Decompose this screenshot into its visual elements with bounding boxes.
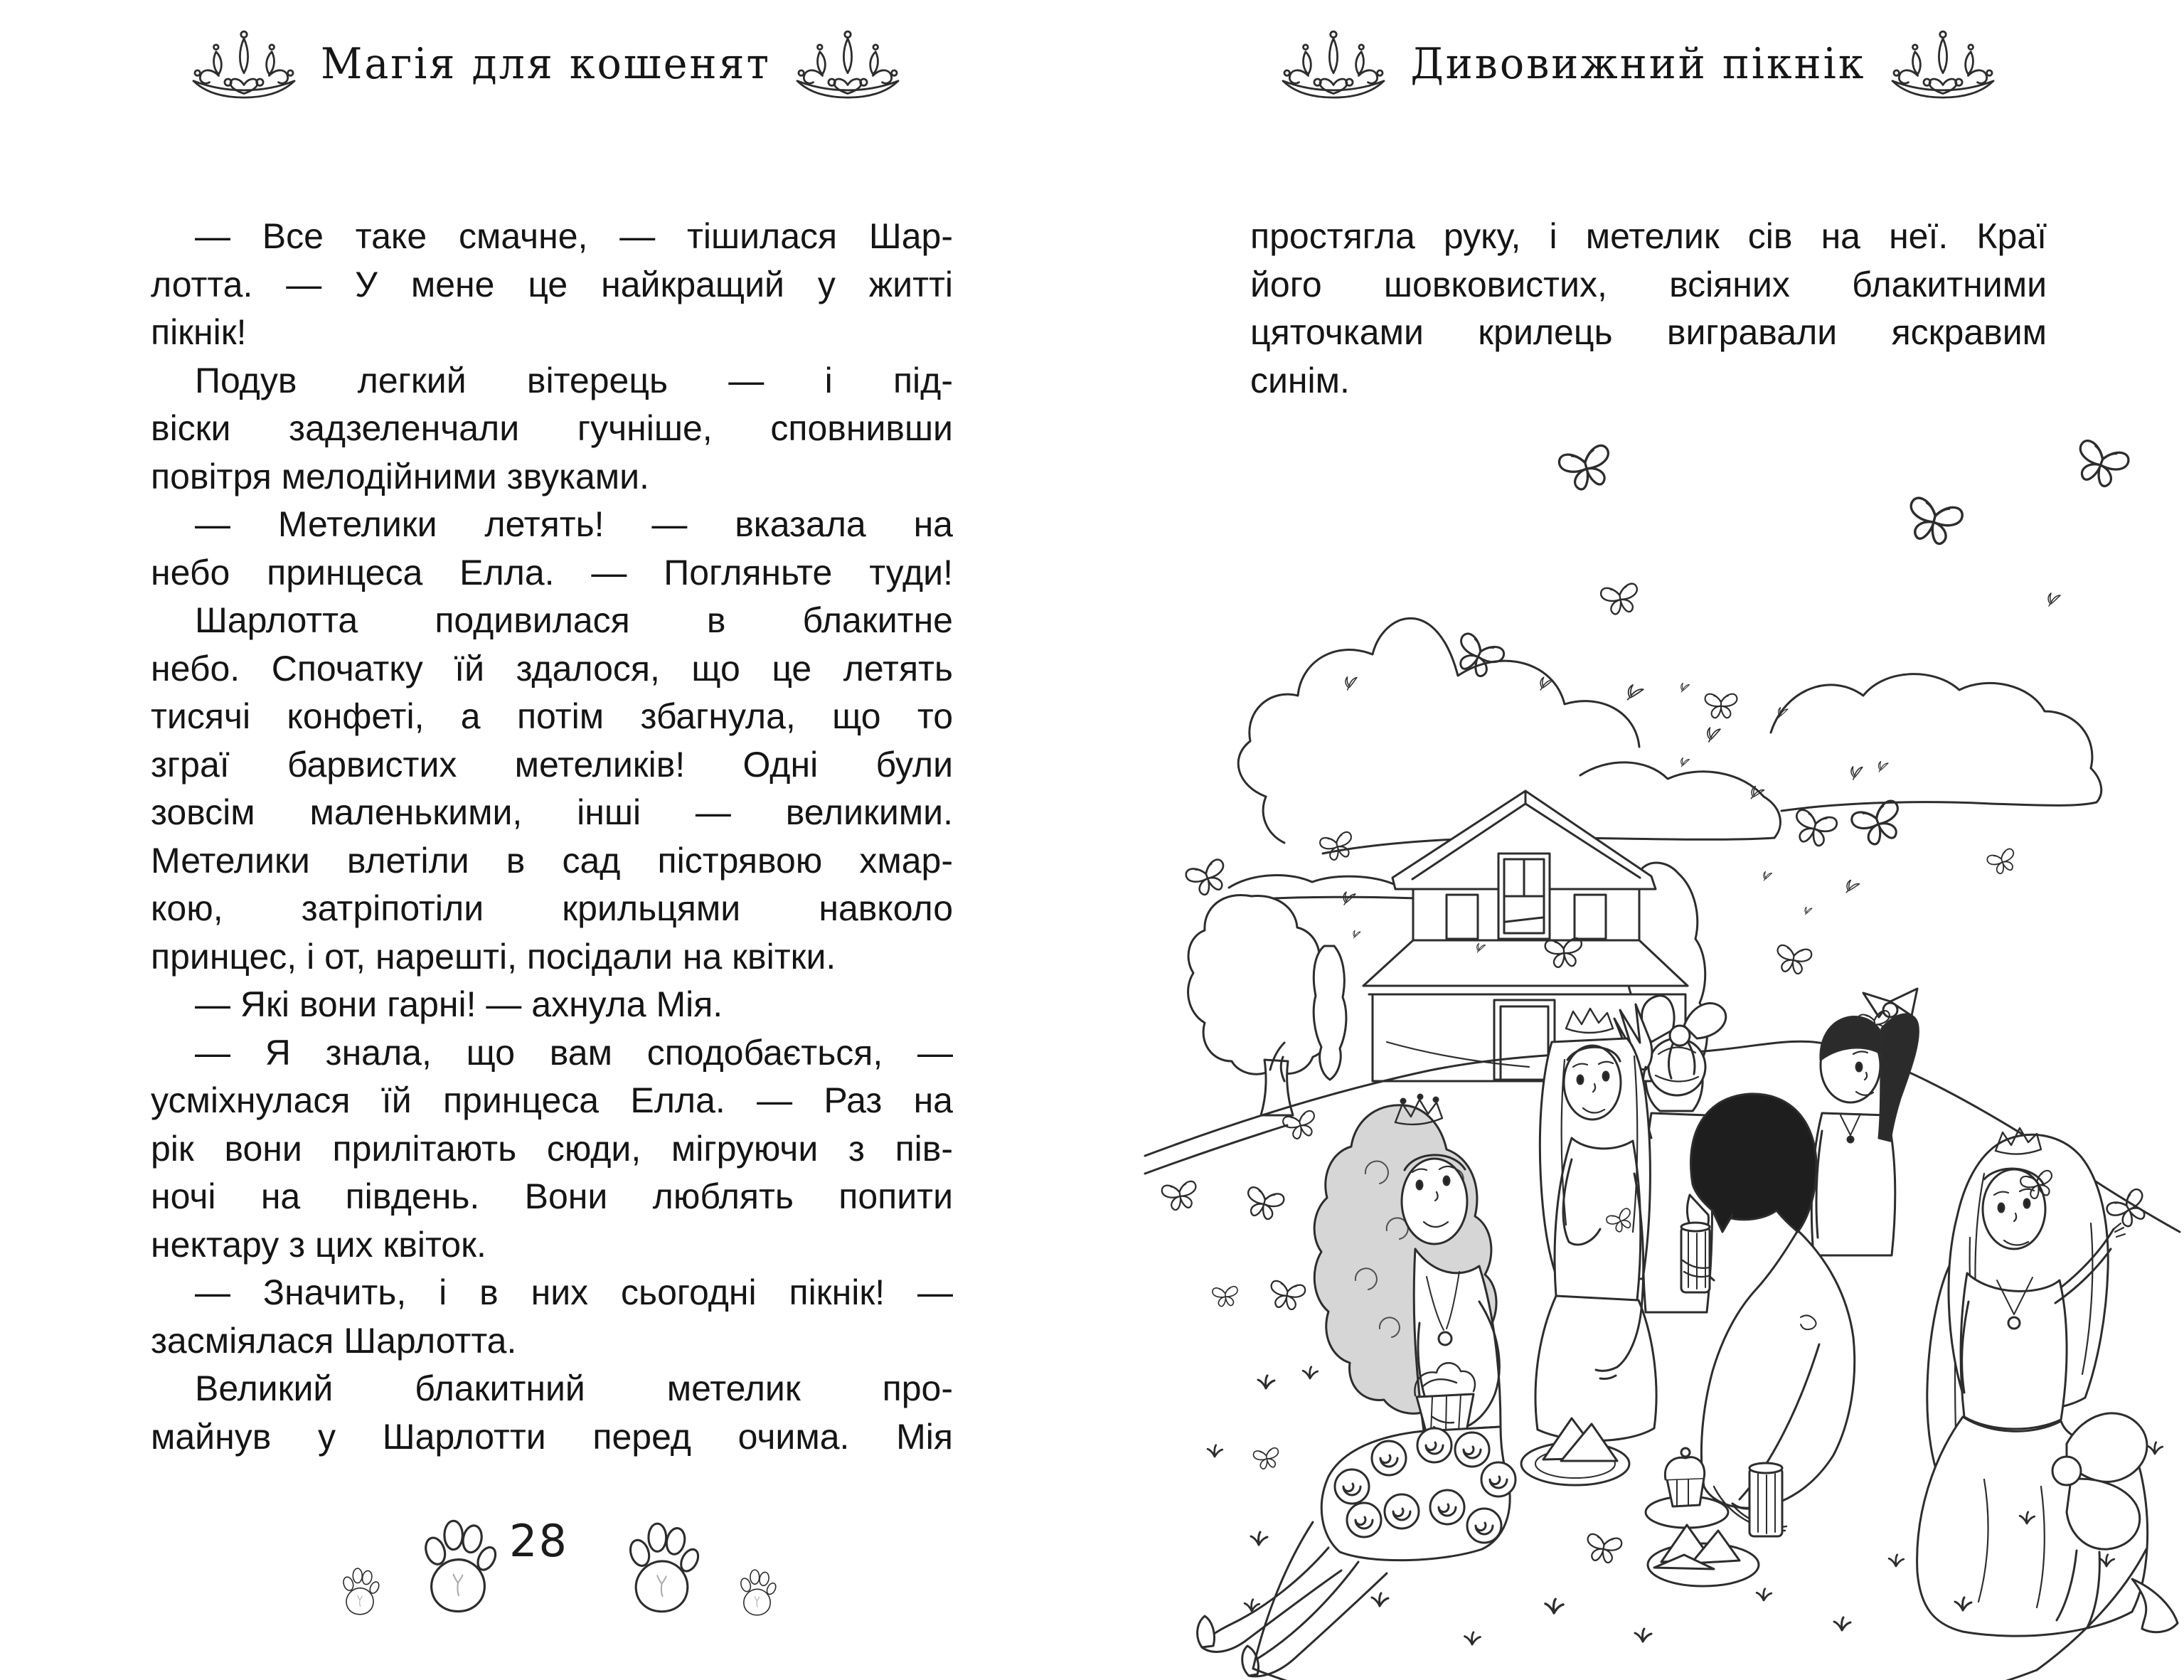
grass-tuft (1635, 1629, 1651, 1642)
text-line: синім. (1250, 360, 1350, 400)
grass-tuft (1251, 1532, 1267, 1545)
text-line: принцес, і от, нарешті, посідали на квітки. (151, 936, 836, 977)
grass-tuft (1757, 1589, 1772, 1600)
grass-tuft (1372, 1593, 1388, 1606)
butterfly-icon (1319, 831, 1356, 862)
text-line: тисячі конфеті, а потім збагнула, що то (151, 696, 953, 736)
right-text-column (1250, 213, 2047, 405)
butterfly-side-icon (1845, 880, 1860, 895)
text-line: — Значить, і в них сьогодні пікнік! — (195, 1272, 953, 1312)
left-page-title: Магія для кошенят (320, 39, 772, 89)
butterfly-icon (1557, 444, 1616, 493)
butterfly-icon (1253, 1447, 1281, 1470)
swirl-roll (1385, 1494, 1419, 1529)
left-running-head (0, 24, 1092, 104)
grass-tuft (2148, 1442, 2163, 1454)
butterfly-side-icon (1681, 683, 1690, 692)
swirl-roll (1430, 1490, 1464, 1524)
text-line: простягла руку, і метелик сів на неї. Краї (1250, 216, 2047, 256)
text-line: — Метелики летять! — вказала на (195, 504, 953, 544)
butterfly-icon (1212, 1286, 1238, 1307)
text-line: небо. Спочатку їй здалося, що це летять (151, 648, 953, 689)
butterfly-icon (2070, 439, 2130, 491)
text-line: ночі на південь. Вони люблять попити (151, 1176, 953, 1216)
butterfly-icon (1705, 694, 1737, 718)
swirl-roll (1347, 1503, 1381, 1537)
page-number: 28 (509, 1515, 568, 1567)
text-line: рік вони прилітають сюди, мігруючи з пів- (151, 1128, 953, 1169)
paw-icon-small (738, 1569, 776, 1617)
paw-icon-small (341, 1568, 379, 1617)
text-line: засміялася Шарлотта. (151, 1320, 517, 1361)
text-line: Шарлотта подивилася в блакитне (195, 600, 953, 640)
butterfly-side-icon (1850, 765, 1865, 780)
butterfly-side-icon (1805, 907, 1812, 915)
grass-tuft (1258, 1376, 1274, 1388)
grass-tuft (1208, 1445, 1222, 1457)
butterfly-side-icon (1681, 757, 1690, 767)
tiara-icon (1883, 29, 2003, 99)
left-text-column (151, 213, 953, 1461)
text-line: пікнік! (151, 312, 247, 352)
butterfly-side-icon (1353, 930, 1360, 938)
text-line: — Я знала, що вам сподобається, — (195, 1032, 953, 1073)
butterfly-icon (1903, 496, 1964, 548)
butterfly-side-icon (1878, 762, 1888, 772)
text-line: зграї барвистих метеликів! Одні були (151, 744, 953, 785)
tiara-icon (1274, 29, 1393, 99)
swirl-roll (1455, 1432, 1489, 1467)
butterfly-side-icon (1627, 684, 1644, 702)
swirl-roll (1417, 1428, 1451, 1462)
butterfly-icon (2105, 1187, 2153, 1232)
text-line: Великий блакитний метелик про- (195, 1368, 953, 1408)
butterfly-side-icon (1343, 892, 1355, 905)
text-line: лотта. — У мене це найкращий у житті (151, 264, 953, 304)
paw-icon-large (625, 1522, 698, 1616)
butterfly-side-icon (1345, 676, 1359, 691)
swirl-roll (1481, 1462, 1516, 1496)
swirl-roll (1467, 1509, 1501, 1543)
tiara-icon (788, 29, 907, 99)
text-line: — Які вони гарні! — ахнула Мія. (195, 984, 723, 1024)
butterfly-side-icon (2048, 593, 2060, 606)
paw-icon-large (420, 1519, 496, 1616)
text-line: небо принцеса Елла. — Погляньте туди! (151, 552, 953, 592)
tiara-icon (184, 29, 304, 99)
swirl-roll (1335, 1469, 1369, 1504)
grass-tuft (1545, 1599, 1563, 1613)
grass-tuft (1889, 1555, 1904, 1566)
page-right (1092, 0, 2184, 1680)
text-line: нектару з цих квіток. (151, 1224, 486, 1265)
text-line: Метелики влетіли в сад пістрявою хмар- (151, 840, 953, 881)
grass-tuft (1303, 1367, 1318, 1378)
text-line: повітря мелодійними звуками. (151, 456, 649, 496)
text-line: віски задзеленчали гучніше, сповнивши (151, 408, 953, 448)
butterfly-side-icon (1750, 786, 1764, 801)
butterfly-icon (1268, 1280, 1306, 1312)
butterfly-icon (1986, 848, 2019, 876)
text-line: Подув легкий вітерець — і під- (195, 360, 953, 400)
picnic-illustration (1145, 398, 2180, 1650)
butterfly-icon (1584, 1533, 1623, 1565)
text-line: — Все таке смачне, — тішилася Шар- (195, 216, 953, 256)
right-running-head (1092, 24, 2184, 104)
text-line: зовсім маленькими, інші — великими. (151, 792, 953, 832)
text-line: цяточками крилець вигравали яскравим (1250, 312, 2047, 352)
text-line: майнув у Шарлотти перед очима. Мія (151, 1416, 953, 1457)
text-line: кою, затріпотіли крильцями навколо (151, 888, 953, 928)
butterfly-icon (1161, 1181, 1200, 1212)
butterfly-side-icon (1707, 727, 1721, 742)
butterfly-icon (1600, 583, 1641, 616)
text-line: його шовковистих, всіяних блакитними (1250, 264, 2047, 304)
butterfly-icon (1791, 809, 1838, 849)
butterfly-icon (1243, 1186, 1285, 1222)
right-page-title: Дивовижний пікнік (1410, 39, 1866, 89)
butterfly-icon (1184, 858, 1230, 898)
butterfly-side-icon (1764, 871, 1772, 881)
text-line: усміхнулася їй принцеса Елла. — Раз на (151, 1080, 953, 1120)
butterfly-icon (1850, 799, 1907, 849)
grass-tuft (1834, 1617, 1850, 1630)
swirl-roll (1372, 1441, 1406, 1475)
grass-tuft (1465, 1632, 1481, 1644)
butterfly-icon (1774, 945, 1813, 976)
